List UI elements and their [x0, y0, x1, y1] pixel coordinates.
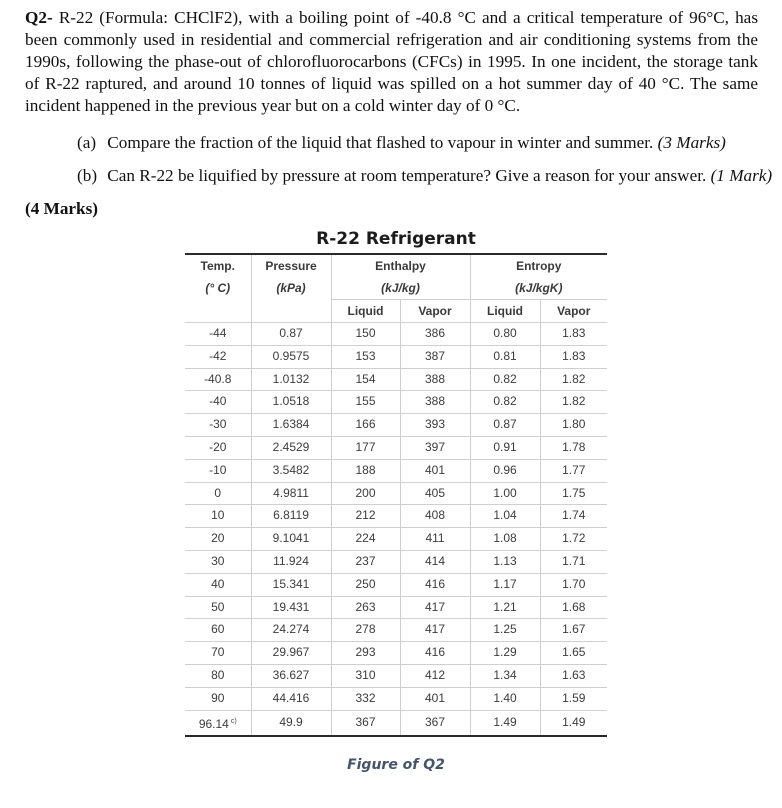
cell-temp-value: 40 — [211, 576, 225, 591]
cell-entropy-vapor-value: 1.72 — [562, 531, 586, 546]
cell-enthalpy-vapor — [400, 345, 470, 368]
cell-temp-value: 90 — [211, 690, 225, 705]
table-row — [185, 550, 607, 573]
cell-enthalpy-liquid — [331, 482, 400, 505]
cell-enthalpy-liquid — [331, 664, 400, 687]
cell-pressure-value: 15.341 — [272, 576, 310, 591]
cell-enthalpy-vapor-value: 388 — [424, 394, 446, 409]
cell-entropy-liquid-value: 1.40 — [493, 690, 517, 705]
cell-pressure — [251, 573, 331, 596]
table-row — [185, 687, 607, 710]
cell-pressure-value: 1.6384 — [272, 417, 310, 432]
cell-pressure-value: 11.924 — [273, 553, 309, 568]
cell-pressure — [251, 505, 331, 528]
cell-entropy-vapor-value: 1.83 — [562, 348, 586, 363]
cell-entropy-liquid — [470, 368, 540, 391]
cell-pressure — [251, 550, 331, 573]
table-row — [185, 368, 607, 391]
header-enthalpy: Enthalpy — [331, 254, 470, 277]
cell-entropy-liquid-value: 0.81 — [493, 348, 517, 363]
cell-enthalpy-vapor-value: 417 — [424, 599, 446, 614]
sub-question-label: (a) — [77, 133, 97, 152]
table-row — [185, 345, 607, 368]
table-row — [185, 573, 607, 596]
header-enthalpy-vapor: Vapor — [400, 300, 470, 323]
table-row — [185, 505, 607, 528]
cell-pressure — [251, 414, 331, 437]
header-entropy: Entropy — [470, 254, 607, 277]
cell-entropy-vapor — [540, 323, 607, 346]
table-row — [185, 436, 607, 459]
cell-temp — [185, 642, 251, 665]
cell-pressure — [251, 368, 331, 391]
cell-pressure-value: 19.431 — [272, 599, 310, 614]
cell-temp — [185, 664, 251, 687]
cell-entropy-liquid — [470, 505, 540, 528]
cell-enthalpy-liquid — [331, 687, 400, 710]
cell-temp — [185, 391, 251, 414]
cell-enthalpy-vapor-value: 367 — [424, 715, 446, 730]
cell-temp — [185, 345, 251, 368]
cell-entropy-vapor-value: 1.75 — [562, 485, 586, 500]
cell-enthalpy-vapor-value: 387 — [424, 348, 446, 363]
cell-enthalpy-vapor — [400, 528, 470, 551]
cell-entropy-vapor — [540, 505, 607, 528]
cell-entropy-vapor — [540, 345, 607, 368]
cell-enthalpy-liquid-value: 278 — [355, 622, 376, 637]
cell-enthalpy-vapor-value: 397 — [424, 439, 446, 454]
cell-entropy-vapor-value: 1.68 — [562, 599, 586, 614]
cell-temp — [185, 550, 251, 573]
table-row — [185, 596, 607, 619]
cell-enthalpy-vapor — [400, 391, 470, 414]
cell-pressure-value: 3.5482 — [272, 462, 310, 477]
cell-enthalpy-liquid-value: 224 — [355, 531, 376, 546]
cell-entropy-liquid — [470, 664, 540, 687]
cell-entropy-liquid — [470, 345, 540, 368]
cell-entropy-liquid-value: 1.21 — [493, 599, 517, 614]
header-enthalpy-liquid: Liquid — [331, 300, 400, 323]
cell-entropy-vapor-value: 1.82 — [562, 394, 586, 409]
cell-enthalpy-vapor — [400, 642, 470, 665]
header-enthalpy-unit: (kJ/kg) — [331, 277, 470, 300]
cell-temp-value: -44 — [209, 326, 227, 340]
sub-question-a — [77, 132, 726, 154]
sub-question-marks: (1 Mark) — [710, 166, 773, 185]
cell-temp — [185, 573, 251, 596]
cell-enthalpy-vapor-value: 405 — [424, 485, 446, 500]
cell-entropy-liquid — [470, 573, 540, 596]
cell-temp-value: 30 — [211, 553, 225, 568]
cell-entropy-liquid-value: 0.80 — [493, 326, 517, 340]
cell-enthalpy-vapor-value: 417 — [424, 622, 446, 637]
cell-temp-value: 60 — [211, 622, 225, 637]
cell-pressure — [251, 436, 331, 459]
cell-enthalpy-vapor — [400, 459, 470, 482]
cell-enthalpy-liquid-value: 263 — [355, 599, 376, 614]
cell-entropy-liquid — [470, 550, 540, 573]
cell-temp — [185, 482, 251, 505]
cell-temp-value: 50 — [211, 599, 225, 614]
cell-entropy-vapor-value: 1.82 — [562, 371, 586, 386]
cell-entropy-vapor-value: 1.71 — [562, 553, 586, 568]
cell-enthalpy-vapor — [400, 619, 470, 642]
cell-enthalpy-liquid — [331, 414, 400, 437]
cell-enthalpy-liquid-value: 166 — [355, 417, 376, 432]
cell-enthalpy-vapor-value: 401 — [424, 690, 446, 705]
cell-pressure-value: 29.967 — [272, 645, 310, 660]
cell-temp — [185, 505, 251, 528]
cell-enthalpy-liquid — [331, 505, 400, 528]
cell-enthalpy-liquid — [331, 323, 400, 346]
cell-enthalpy-vapor-value: 412 — [424, 667, 446, 682]
cell-temp-value: 96.14 — [198, 716, 229, 731]
cell-entropy-vapor-value: 1.77 — [562, 462, 586, 477]
cell-pressure — [251, 459, 331, 482]
cell-temp-value: 10 — [211, 508, 225, 523]
cell-enthalpy-vapor — [400, 550, 470, 573]
cell-entropy-vapor — [540, 687, 607, 710]
cell-pressure — [251, 664, 331, 687]
cell-pressure — [251, 687, 331, 710]
cell-entropy-vapor-value: 1.65 — [562, 645, 586, 660]
table-body — [185, 323, 607, 737]
cell-entropy-vapor-value: 1.67 — [562, 622, 586, 637]
question-body: R-22 (Formula: CHClF2), with a boiling point of -40.8 °C and a critical temperature of 96°C, has been commonly used in residential and commercial refrigeration and air conditioning systems from the 1990s, following the phase-out of chlorofluorocarbons (CFCs) in 1995. In one incident, the storage tank of R-22 raptured, and around 10 tonnes of liquid was spilled on a hot summer day of 40 °C. The same incident happened in the previous year but on a cold winter day of 0 °C. — [25, 8, 759, 115]
cell-enthalpy-liquid-value: 188 — [355, 462, 376, 477]
cell-enthalpy-liquid — [331, 436, 400, 459]
cell-enthalpy-vapor-value: 414 — [424, 553, 446, 568]
cell-temp — [185, 596, 251, 619]
cell-entropy-liquid — [470, 619, 540, 642]
header-pressure — [251, 254, 331, 323]
cell-entropy-liquid-value: 1.04 — [493, 508, 517, 523]
cell-entropy-vapor-value: 1.63 — [562, 667, 586, 682]
cell-enthalpy-liquid-value: 237 — [355, 553, 376, 568]
cell-enthalpy-liquid-value: 367 — [355, 715, 376, 730]
cell-entropy-vapor-value: 1.70 — [562, 576, 586, 591]
cell-enthalpy-liquid — [331, 391, 400, 414]
cell-entropy-vapor — [540, 391, 607, 414]
cell-enthalpy-vapor-value: 388 — [424, 371, 446, 386]
cell-enthalpy-liquid-value: 310 — [355, 667, 376, 682]
table-row — [185, 482, 607, 505]
cell-enthalpy-liquid — [331, 459, 400, 482]
header-entropy-unit: (kJ/kgK) — [470, 277, 607, 300]
table-row — [185, 323, 607, 346]
cell-enthalpy-liquid-value: 153 — [355, 348, 376, 363]
cell-pressure — [251, 482, 331, 505]
question-paragraph — [25, 7, 758, 117]
cell-entropy-liquid — [470, 323, 540, 346]
cell-temp-value: -42 — [209, 348, 227, 363]
table-row — [185, 710, 607, 736]
cell-entropy-liquid — [470, 414, 540, 437]
cell-enthalpy-liquid — [331, 596, 400, 619]
cell-temp-value: 0 — [214, 485, 222, 500]
cell-temp-value: -10 — [209, 462, 227, 477]
cell-entropy-liquid-value: 0.91 — [493, 439, 517, 454]
cell-entropy-liquid — [470, 391, 540, 414]
cell-entropy-vapor — [540, 573, 607, 596]
header-temp-unit: (° C) — [205, 281, 231, 295]
cell-enthalpy-liquid-value: 250 — [355, 576, 376, 591]
cell-entropy-vapor — [540, 459, 607, 482]
cell-pressure-value: 4.9811 — [273, 485, 309, 500]
table-row — [185, 391, 607, 414]
cell-entropy-vapor — [540, 596, 607, 619]
cell-entropy-vapor — [540, 642, 607, 665]
cell-enthalpy-liquid — [331, 573, 400, 596]
cell-entropy-liquid-value: 1.49 — [493, 715, 517, 730]
cell-enthalpy-liquid-value: 150 — [355, 326, 376, 340]
cell-entropy-vapor-value: 1.59 — [562, 690, 586, 705]
cell-enthalpy-vapor — [400, 482, 470, 505]
cell-entropy-liquid — [470, 482, 540, 505]
cell-entropy-liquid-value: 0.82 — [493, 394, 517, 409]
cell-entropy-liquid-value: 0.82 — [493, 371, 517, 386]
header-entropy-liquid: Liquid — [470, 300, 540, 323]
cell-temp-value: 80 — [211, 667, 225, 682]
cell-temp — [185, 323, 251, 346]
cell-enthalpy-vapor — [400, 710, 470, 736]
cell-entropy-liquid — [470, 528, 540, 551]
table-row — [185, 619, 607, 642]
cell-enthalpy-vapor-value: 416 — [424, 576, 446, 591]
cell-pressure — [251, 391, 331, 414]
cell-enthalpy-vapor-value: 393 — [424, 417, 446, 432]
cell-entropy-liquid — [470, 710, 540, 736]
cell-pressure — [251, 528, 331, 551]
cell-enthalpy-liquid-value: 177 — [355, 439, 376, 454]
cell-pressure-value: 24.274 — [272, 622, 310, 637]
cell-entropy-liquid-value: 1.29 — [493, 645, 517, 660]
cell-enthalpy-vapor — [400, 323, 470, 346]
cell-entropy-liquid — [470, 596, 540, 619]
cell-pressure — [251, 642, 331, 665]
cell-entropy-liquid — [470, 459, 540, 482]
cell-enthalpy-vapor — [400, 368, 470, 391]
cell-enthalpy-liquid-value: 154 — [355, 371, 376, 386]
cell-pressure-value: 44.416 — [272, 690, 310, 705]
cell-enthalpy-liquid — [331, 710, 400, 736]
cell-pressure-value: 0.9575 — [272, 348, 310, 363]
cell-entropy-vapor — [540, 710, 607, 736]
cell-entropy-vapor-value: 1.49 — [562, 715, 586, 730]
cell-temp — [185, 459, 251, 482]
cell-entropy-vapor — [540, 414, 607, 437]
cell-temp-value: -40 — [209, 394, 227, 409]
cell-enthalpy-liquid — [331, 619, 400, 642]
cell-entropy-liquid-value: 1.08 — [493, 531, 517, 546]
cell-enthalpy-vapor — [400, 505, 470, 528]
cell-enthalpy-vapor-value: 411 — [425, 531, 445, 546]
cell-temp-value: 70 — [211, 645, 225, 660]
cell-pressure-value: 1.0518 — [272, 394, 310, 409]
cell-enthalpy-liquid-value: 200 — [355, 485, 376, 500]
question-number: Q2- — [25, 8, 53, 27]
cell-enthalpy-liquid-value: 212 — [355, 508, 376, 523]
table-row — [185, 664, 607, 687]
cell-entropy-liquid-value: 0.87 — [493, 417, 517, 432]
cell-temp — [185, 368, 251, 391]
sub-question-text: Can R-22 be liquified by pressure at room temperature? Give a reason for your answer. — [107, 166, 707, 185]
cell-pressure — [251, 710, 331, 736]
cell-enthalpy-liquid — [331, 528, 400, 551]
cell-temp-value: -30 — [209, 417, 227, 432]
cell-temp — [185, 619, 251, 642]
footnote-marker: c) — [230, 717, 237, 725]
cell-entropy-liquid-value: 1.25 — [493, 622, 517, 637]
cell-enthalpy-vapor — [400, 664, 470, 687]
cell-temp-value: -40.8 — [204, 371, 232, 386]
cell-entropy-vapor — [540, 664, 607, 687]
cell-temp — [185, 436, 251, 459]
cell-enthalpy-vapor — [400, 687, 470, 710]
cell-enthalpy-vapor-value: 408 — [424, 508, 446, 523]
total-marks: (4 Marks) — [25, 199, 99, 218]
cell-temp — [185, 414, 251, 437]
refrigerant-table — [185, 253, 607, 737]
header-pressure-label: Pressure — [265, 259, 317, 273]
sub-question-text: Compare the fraction of the liquid that flashed to vapour in winter and summer. — [107, 133, 654, 152]
cell-enthalpy-vapor — [400, 596, 470, 619]
cell-entropy-vapor — [540, 619, 607, 642]
header-temp-label: Temp. — [200, 259, 235, 273]
table-row — [185, 528, 607, 551]
header-entropy-vapor: Vapor — [540, 300, 607, 323]
cell-entropy-liquid — [470, 436, 540, 459]
cell-entropy-vapor-value: 1.74 — [562, 508, 586, 523]
cell-enthalpy-liquid-value: 155 — [355, 394, 376, 409]
cell-entropy-liquid-value: 0.96 — [493, 462, 517, 477]
cell-entropy-vapor — [540, 550, 607, 573]
table-title: R-22 Refrigerant — [316, 229, 476, 249]
cell-enthalpy-liquid-value: 332 — [355, 690, 376, 705]
figure-caption: Figure of Q2 — [347, 757, 445, 773]
cell-pressure-value: 9.1041 — [272, 531, 310, 546]
header-pressure-unit: (kPa) — [276, 281, 306, 295]
cell-entropy-liquid-value: 1.17 — [493, 576, 517, 591]
cell-entropy-liquid-value: 1.13 — [493, 553, 517, 568]
cell-pressure-value: 6.8119 — [273, 508, 309, 523]
cell-entropy-liquid-value: 1.00 — [493, 485, 517, 500]
cell-entropy-vapor — [540, 436, 607, 459]
sub-question-label: (b) — [77, 166, 98, 185]
cell-temp-value: 20 — [211, 531, 225, 546]
header-temp — [185, 254, 251, 323]
cell-entropy-vapor — [540, 528, 607, 551]
cell-enthalpy-vapor-value: 416 — [424, 645, 446, 660]
table-row — [185, 459, 607, 482]
cell-pressure-value: 0.87 — [279, 326, 303, 340]
cell-temp — [185, 710, 251, 736]
cell-entropy-vapor — [540, 482, 607, 505]
cell-enthalpy-liquid — [331, 368, 400, 391]
cell-entropy-liquid-value: 1.34 — [493, 667, 517, 682]
sub-question-marks: (3 Marks) — [657, 133, 726, 152]
cell-entropy-vapor-value: 1.78 — [562, 439, 586, 454]
cell-enthalpy-liquid-value: 293 — [355, 645, 376, 660]
cell-enthalpy-vapor — [400, 414, 470, 437]
cell-entropy-vapor-value: 1.80 — [562, 417, 586, 432]
cell-pressure-value: 1.0132 — [272, 371, 310, 386]
cell-temp — [185, 528, 251, 551]
cell-entropy-liquid — [470, 642, 540, 665]
cell-pressure — [251, 345, 331, 368]
cell-pressure-value: 36.627 — [272, 667, 310, 682]
cell-pressure — [251, 323, 331, 346]
cell-entropy-vapor-value: 1.83 — [562, 326, 586, 340]
cell-pressure — [251, 619, 331, 642]
cell-pressure — [251, 596, 331, 619]
cell-pressure-value: 2.4529 — [272, 439, 310, 454]
cell-enthalpy-liquid — [331, 642, 400, 665]
cell-pressure-value: 49.9 — [279, 715, 303, 730]
cell-entropy-liquid — [470, 687, 540, 710]
cell-enthalpy-liquid — [331, 550, 400, 573]
cell-temp — [185, 687, 251, 710]
cell-enthalpy-vapor-value: 386 — [424, 326, 446, 340]
cell-enthalpy-liquid — [331, 345, 400, 368]
cell-entropy-vapor — [540, 368, 607, 391]
cell-enthalpy-vapor — [400, 573, 470, 596]
table-row — [185, 414, 607, 437]
cell-temp-value: -20 — [209, 439, 227, 454]
cell-enthalpy-vapor — [400, 436, 470, 459]
cell-enthalpy-vapor-value: 401 — [424, 462, 446, 477]
table-row — [185, 642, 607, 665]
sub-question-b — [77, 165, 772, 187]
